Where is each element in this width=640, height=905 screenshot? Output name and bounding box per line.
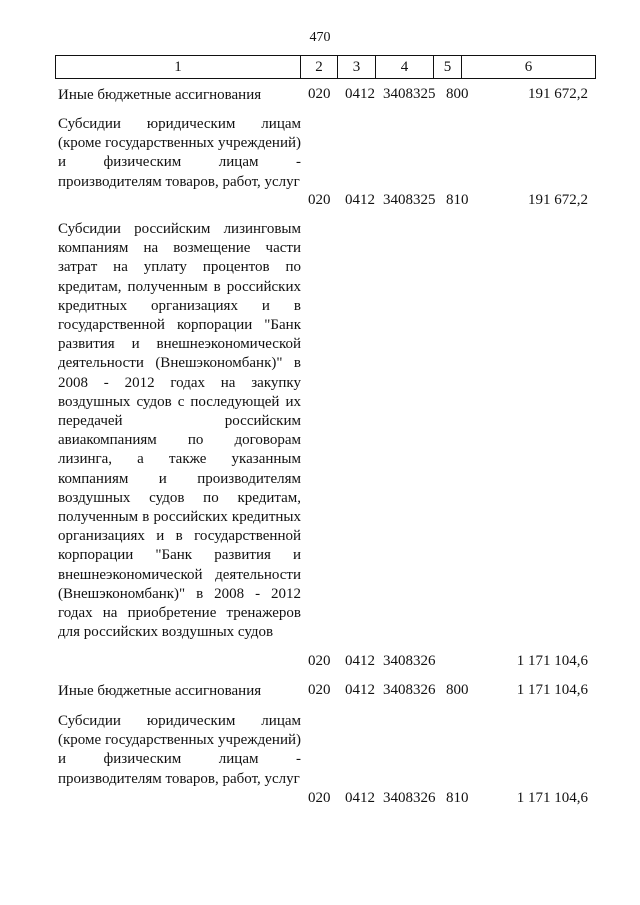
row-col2: 020	[308, 653, 331, 669]
page-number: 470	[309, 30, 331, 45]
row-col2: 020	[308, 682, 331, 698]
row-description: Субсидии российским лизинговым компаниям на возмещение части затрат на уплату процентов по кредитам, полученным в российских кредитных организациях и в государственной корпорации "Банк развития и внешнеэкономической деятельности (Внешэкономбанк)" в 2008 - 2012 годах на закупку воздушных судов с последующей их передачей российским авиакомпаниям по договорам лизинга, а также указанным компаниям и производителям воздушных судов по кредитам, полученным в российских кредитных организациях и в государственной корпорации "Банк развития и внешнеэкономической деятельности (Внешэкономбанк)" в 2008 - 2012 годах на приобретение тренажеров для российских воздушных судов	[58, 221, 301, 641]
row-col4: 3408326	[383, 653, 436, 669]
header-col-2: 2	[301, 56, 338, 79]
header-row	[56, 56, 596, 79]
row-col4: 3408326	[383, 682, 436, 698]
row-description: Иные бюджетные ассигнования	[58, 87, 262, 103]
row-col5: 810	[446, 790, 469, 806]
row-col6: 1 171 104,6	[516, 790, 588, 806]
row-col5: 800	[446, 682, 469, 698]
header-col-5: 5	[434, 56, 462, 79]
header-col-6: 6	[462, 56, 596, 79]
row-col6: 1 171 104,6	[516, 653, 588, 669]
row-description: Субсидии юридическим лицам (кроме государственных учреждений) и физическим лицам - производителям товаров, работ, услуг	[58, 116, 301, 190]
row-description: Иные бюджетные ассигнования	[58, 683, 262, 699]
row-col3: 0412	[345, 790, 375, 806]
row-col5: 810	[446, 192, 469, 208]
row-col3: 0412	[345, 86, 375, 102]
row-col3: 0412	[345, 682, 375, 698]
row-col4: 3408325	[383, 192, 436, 208]
row-col6: 191 672,2	[528, 86, 588, 102]
header-col-4: 4	[376, 56, 434, 79]
row-col3: 0412	[345, 192, 375, 208]
header-col-1: 1	[56, 56, 301, 79]
row-col4: 3408325	[383, 86, 436, 102]
column-header-table	[55, 55, 596, 79]
header-col-3: 3	[338, 56, 376, 79]
row-col3: 0412	[345, 653, 375, 669]
row-col2: 020	[308, 192, 331, 208]
row-col2: 020	[308, 86, 331, 102]
row-col6: 191 672,2	[528, 192, 588, 208]
row-description: Субсидии юридическим лицам (кроме государственных учреждений) и физическим лицам - производителям товаров, работ, услуг	[58, 713, 301, 787]
row-col5: 800	[446, 86, 469, 102]
row-col4: 3408326	[383, 790, 436, 806]
row-col2: 020	[308, 790, 331, 806]
row-col6: 1 171 104,6	[516, 682, 588, 698]
